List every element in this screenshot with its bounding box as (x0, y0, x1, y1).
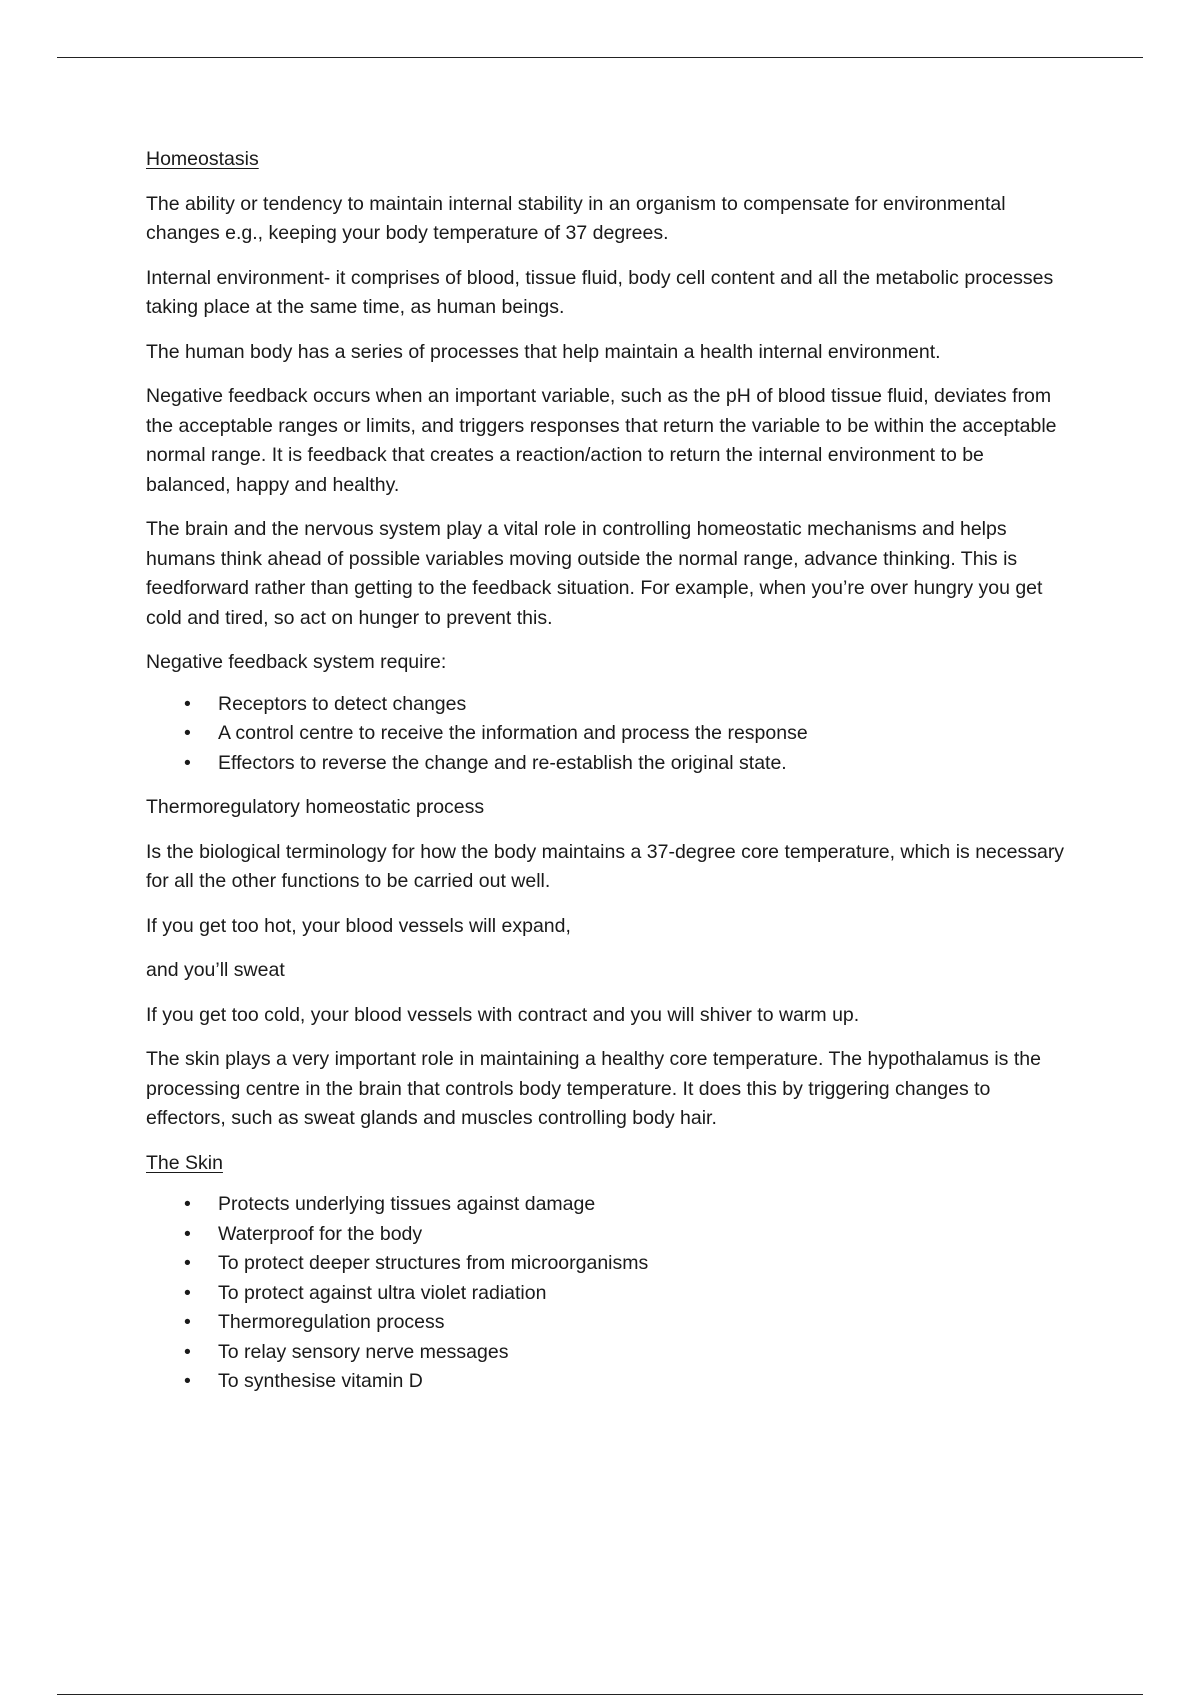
paragraph-sweat: and you’ll sweat (146, 959, 285, 981)
paragraph-skin-role: The skin plays a very important role in maintaining a healthy core temperature. The hypothalamus is the processing centre in the brain that controls body temperature. It does this by triggering changes to effectors, such as sweat glands and muscles controlling body hair. (146, 1048, 1041, 1129)
paragraph-too-cold: If you get too cold, your blood vessels with contract and you will shiver to warm up. (146, 1003, 860, 1026)
skin-functions-list (146, 1190, 1066, 1397)
list-item-text: To protect against ultra violet radiation (218, 1281, 547, 1304)
list-item (146, 690, 1066, 720)
header-rule (57, 57, 1143, 58)
list-item-text: A control centre to receive the information and process the response (218, 722, 808, 744)
paragraph-feedback-requirements: Negative feedback system require: (146, 651, 447, 673)
paragraph-negative-feedback: Negative feedback occurs when an important variable, such as the pH of blood tissue fluid, deviates from the acceptable ranges or limits, and triggers responses that return the variable to be within the acceptable normal range. It is feedback that creates a reaction/action to return the internal environment to be balanced, happy and healthy. (146, 385, 1057, 496)
bullet-icon: • (184, 1281, 191, 1304)
list-item-text: To relay sensory nerve messages (218, 1340, 509, 1363)
footer-rule (57, 1694, 1143, 1695)
list-item-text: Thermoregulation process (218, 1311, 445, 1333)
requirements-list (146, 690, 1066, 779)
paragraph-thermoregulatory-definition: Is the biological terminology for how the body maintains a 37-degree core temperature, which is necessary for all the other functions to be carried out well. (146, 840, 1065, 892)
bullet-icon: • (184, 1340, 191, 1363)
list-item (146, 1367, 1066, 1397)
list-item-text: To protect deeper structures from microorganisms (218, 1252, 649, 1274)
bullet-icon: • (184, 1222, 191, 1245)
bullet-icon: • (184, 692, 191, 715)
bullet-icon: • (184, 722, 191, 744)
paragraph-too-hot: If you get too hot, your blood vessels will expand, (146, 914, 571, 937)
bullet-icon: • (184, 1311, 191, 1333)
list-item (146, 1220, 1066, 1250)
document-body (146, 145, 1066, 1412)
list-item (146, 1308, 1066, 1338)
heading-homeostasis: Homeostasis (146, 148, 259, 170)
bullet-icon: • (184, 1370, 191, 1392)
paragraph-thermoregulatory-title: Thermoregulatory homeostatic process (146, 796, 485, 818)
paragraph-internal-environment: Internal environment- it comprises of blood, tissue fluid, body cell content and all the metabolic processes taking place at the same time, as human beings. (146, 266, 1054, 318)
list-item-text: Effectors to reverse the change and re-establish the original state. (218, 751, 787, 774)
paragraph-definition: The ability or tendency to maintain internal stability in an organism to compensate for environmental changes e.g., keeping your body temperature of 37 degrees. (146, 192, 1006, 244)
heading-the-skin: The Skin (146, 1151, 223, 1174)
paragraph-brain-nervous-system: The brain and the nervous system play a vital role in controlling homeostatic mechanisms and helps humans think ahead of possible variables moving outside the normal range, advance thinking. This is feedforward rather than getting to the feedback situation. For example, when you’re over hungry you get cold and tired, so act on hunger to prevent this. (146, 518, 1043, 629)
list-item-text: Waterproof for the body (218, 1222, 423, 1245)
bullet-icon: • (184, 1252, 191, 1274)
list-item (146, 1190, 1066, 1220)
list-item-text: To synthesise vitamin D (218, 1370, 423, 1392)
list-item (146, 1249, 1066, 1279)
bullet-icon: • (184, 751, 191, 774)
list-item-text: Receptors to detect changes (218, 692, 467, 715)
list-item (146, 749, 1066, 779)
paragraph-body-processes: The human body has a series of processes that help maintain a health internal environment. (146, 340, 941, 363)
list-item-text: Protects underlying tissues against damage (218, 1193, 596, 1215)
bullet-icon: • (184, 1193, 191, 1215)
list-item (146, 1279, 1066, 1309)
list-item (146, 1338, 1066, 1368)
list-item (146, 719, 1066, 749)
